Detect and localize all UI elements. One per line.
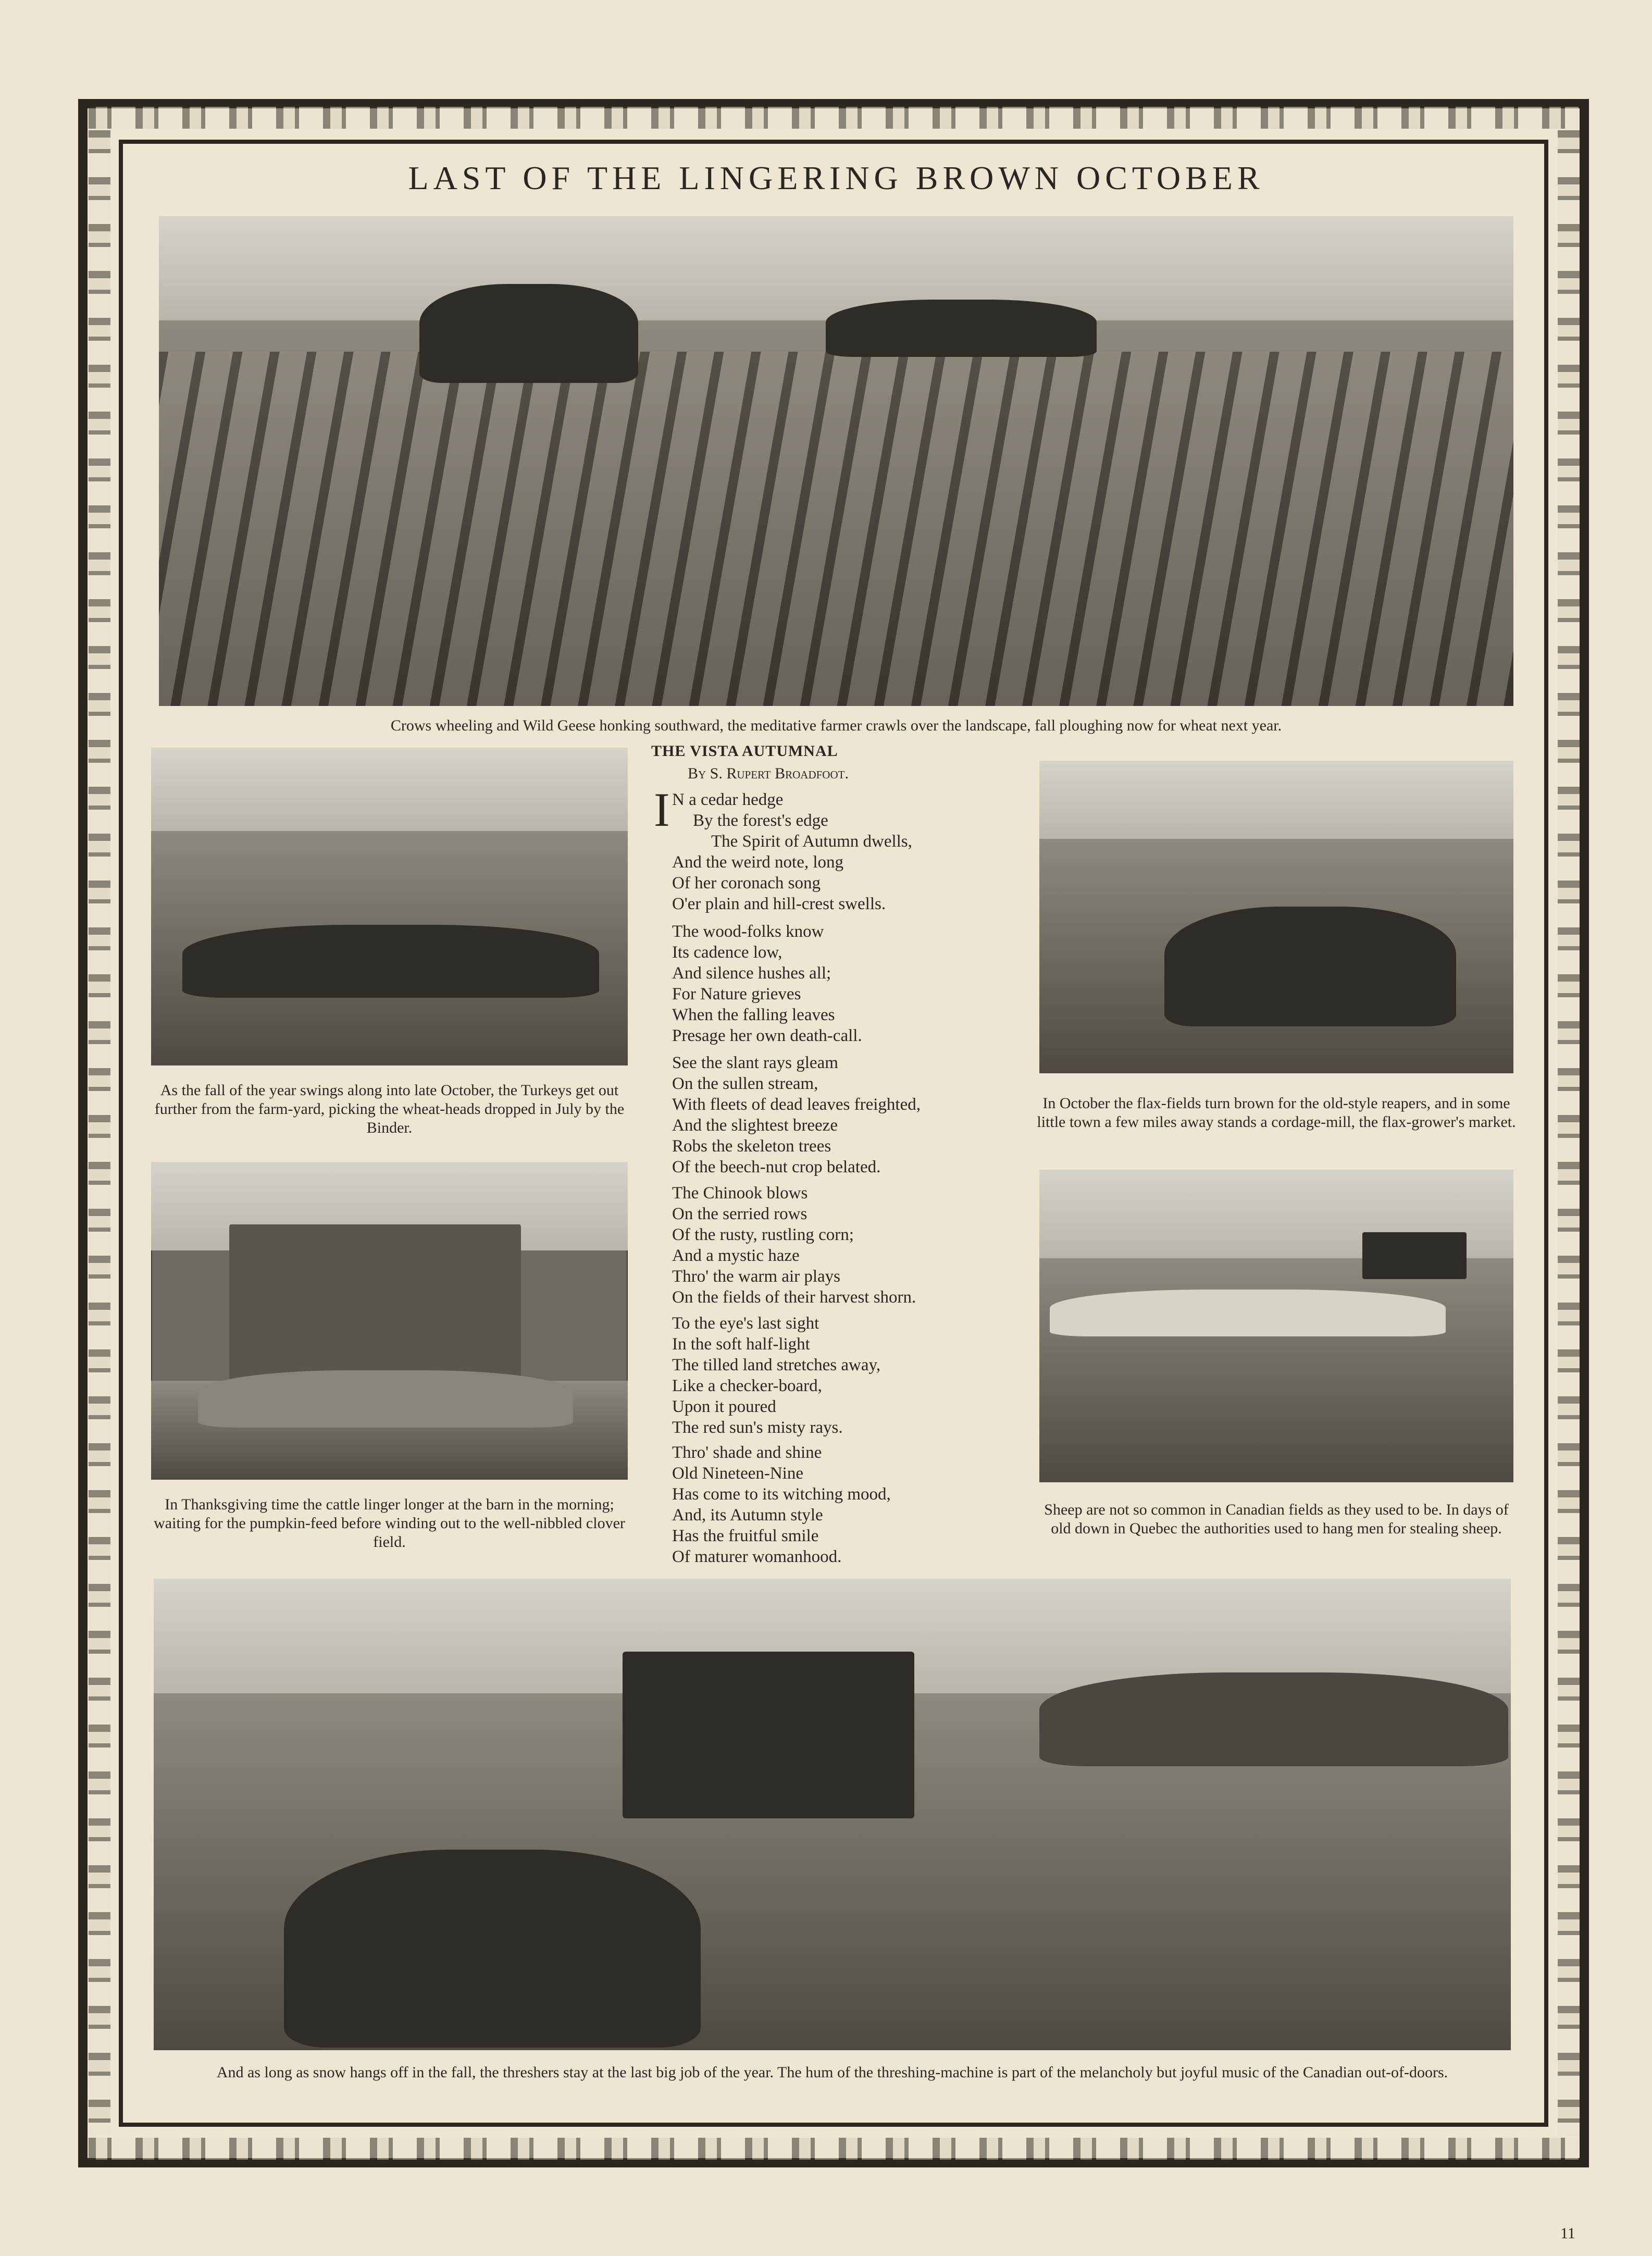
page-title: LAST OF THE LINGERING BROWN OCTOBER — [408, 159, 1264, 196]
poem-line: Thro' shade and shine — [672, 1443, 822, 1462]
poem-line: And the slightest breeze — [672, 1116, 838, 1135]
caption-threshers: And as long as snow hangs off in the fall, the threshers stay at the last big job of the year. The hum of the threshing-machine is part of the melancholy but joyful music of the Canadian out-of-doors. — [216, 2064, 1448, 2081]
poem-line: In the soft half-light — [672, 1335, 810, 1354]
threshers-photo — [154, 1579, 1511, 2050]
poem-line: When the falling leaves — [672, 1006, 835, 1024]
poem-line: Thro' the warm air plays — [672, 1267, 841, 1286]
poem-line: The red sun's misty rays. — [672, 1418, 843, 1437]
poem-line: To the eye's last sight — [672, 1314, 819, 1333]
poem-line: Of her coronach song — [672, 874, 821, 893]
border-band-top — [89, 107, 1579, 129]
poem-line: Has the fruitful smile — [672, 1527, 819, 1545]
poem-line: The tilled land stretches away, — [672, 1356, 881, 1374]
poem-line: And a mystic haze — [672, 1246, 800, 1265]
poem-author: By S. Rupert Broadfoot. — [688, 765, 849, 782]
cattle-barn-photo — [151, 1162, 628, 1480]
poem-stanza-3 — [672, 1052, 1047, 1177]
poem-line: On the sullen stream, — [672, 1074, 818, 1093]
poem-line: The Chinook blows — [672, 1184, 808, 1203]
poem-line: Upon it poured — [672, 1397, 776, 1416]
poem-stanza-4 — [672, 1183, 1047, 1308]
caption-flax: In October the flax-fields turn brown for the old-style reapers, and in some little town a few miles away stands a cordage-mill, the flax-grower's market. — [1037, 1095, 1516, 1131]
caption-turkeys: As the fall of the year swings along into late October, the Turkeys get out further from the farm-yard, picking the wheat-heads dropped in July by the Binder. — [154, 1082, 625, 1136]
flax-photo — [1039, 761, 1513, 1073]
poem-line: Robs the skeleton trees — [672, 1137, 831, 1156]
poem-line: For Nature grieves — [672, 985, 801, 1003]
poem-line: Presage her own death-call. — [672, 1026, 862, 1045]
poem-line: Of maturer womanhood. — [672, 1547, 842, 1566]
poem-stanza-5 — [672, 1313, 1047, 1438]
poem-stanza-2 — [672, 921, 1047, 1046]
caption-sheep: Sheep are not so common in Canadian fields as they used to be. In days of old down in Quebec the authorities used to hang men for stealing sheep. — [1044, 1501, 1509, 1537]
poem-line: And silence hushes all; — [672, 964, 831, 983]
poem-line: By the forest's edge — [693, 811, 828, 830]
poem-stanza-1 — [672, 789, 1047, 914]
caption-ploughing: Crows wheeling and Wild Geese honking southward, the meditative farmer crawls over the landscape, fall ploughing now for wheat next year. — [390, 717, 1282, 734]
sheep-photo — [1039, 1170, 1513, 1482]
poem-line: Has come to its witching mood, — [672, 1485, 891, 1504]
poem-line: Like a checker-board, — [672, 1377, 822, 1395]
page-number: 11 — [1560, 2225, 1575, 2242]
turkeys-photo — [151, 748, 628, 1065]
poem-title: THE VISTA AUTUMNAL — [651, 742, 838, 760]
poem-line: On the fields of their harvest shorn. — [672, 1288, 916, 1307]
poem-stanza-6 — [672, 1442, 1047, 1567]
poem-line: See the slant rays gleam — [672, 1053, 838, 1072]
poem-line: N a cedar hedge — [672, 790, 784, 809]
ploughing-photo — [159, 216, 1513, 706]
poem-line: And, its Autumn style — [672, 1506, 823, 1524]
caption-cattle: In Thanksgiving time the cattle linger longer at the barn in the morning; waiting for the pumpkin-feed before winding out to the well-nibbled clover field. — [154, 1496, 625, 1551]
poem-line: On the serried rows — [672, 1205, 808, 1223]
border-band-right — [1558, 130, 1580, 2136]
poem-line: And the weird note, long — [672, 853, 844, 872]
poem-line: The Spirit of Autumn dwells, — [711, 832, 912, 851]
border-band-left — [89, 130, 110, 2136]
poem-line: Of the rusty, rustling corn; — [672, 1225, 854, 1244]
poem-line: Old Nineteen-Nine — [672, 1464, 803, 1483]
poem-line: O'er plain and hill-crest swells. — [672, 895, 886, 913]
poem-line: Of the beech-nut crop belated. — [672, 1158, 881, 1176]
poem-line: The wood-folks know — [672, 922, 824, 941]
poem-line: With fleets of dead leaves freighted, — [672, 1095, 921, 1114]
poem-line: Its cadence low, — [672, 943, 782, 962]
border-band-bottom — [89, 2138, 1579, 2160]
poem-dropcap: I — [654, 783, 670, 836]
